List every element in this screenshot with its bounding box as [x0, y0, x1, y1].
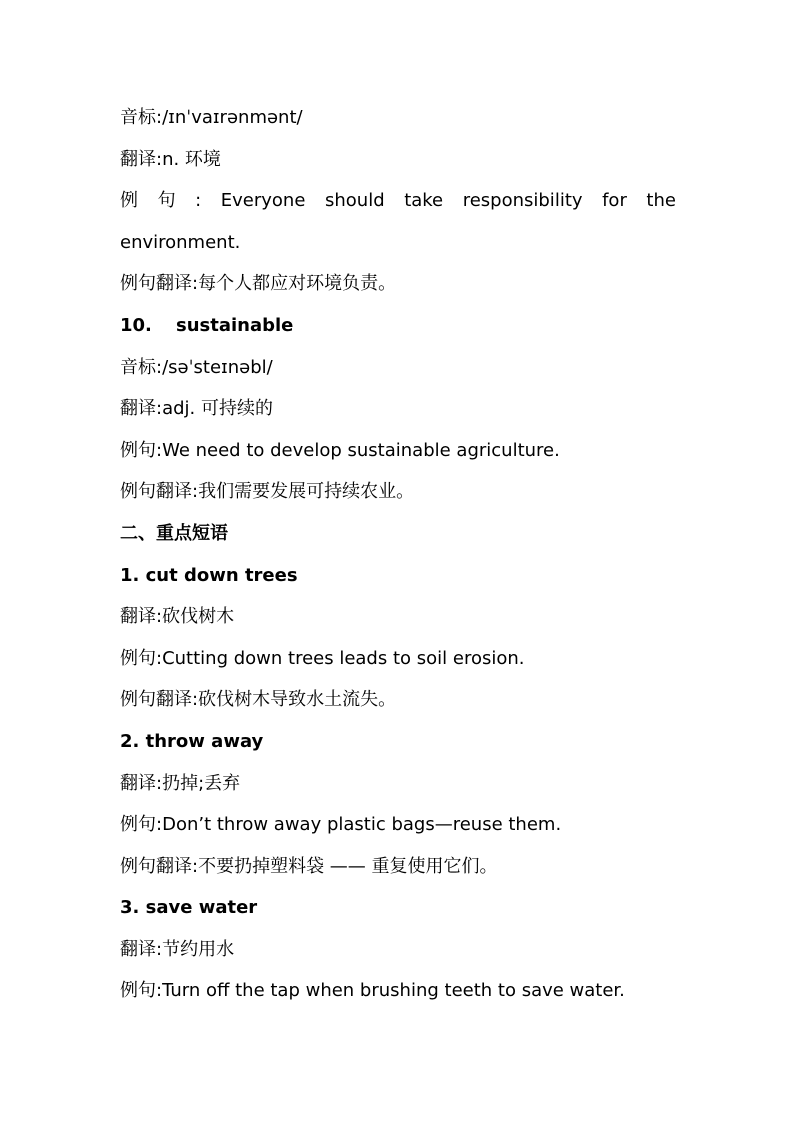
example-translation-label: 例句翻译: [120, 689, 199, 711]
translation-line [120, 388, 676, 430]
example-translation-label: 例句翻译: [120, 273, 199, 295]
example-label-char: : [195, 190, 202, 212]
phrase-heading [120, 721, 676, 763]
example-label: 例句: [120, 814, 163, 836]
phonetic-line [120, 347, 676, 389]
example-translation-label: 例句翻译: [120, 481, 199, 503]
phonetic-label: 音标: [120, 107, 163, 128]
example-word: take [404, 190, 444, 212]
word-heading [120, 305, 676, 347]
example-label: 例句: [120, 647, 163, 669]
translation-label: 翻译: [120, 606, 163, 628]
example-translation-line [120, 263, 676, 305]
translation-line [120, 929, 676, 971]
word-number: 10. [120, 314, 152, 336]
example-line [120, 970, 676, 1012]
translation-text: 扔掉;丢弃 [162, 772, 241, 794]
phonetic-label: 音标: [120, 356, 163, 378]
example-label: 例句: [120, 439, 163, 461]
translation-line [120, 139, 676, 181]
phrase-heading [120, 887, 676, 929]
translation-text: 砍伐树木 [162, 606, 235, 628]
example-line [120, 180, 676, 222]
translation-text: n. 环境 [162, 148, 221, 170]
phonetic-text: /səˈsteɪnəbl/ [162, 356, 273, 378]
phrase-title: 1. cut down trees [120, 564, 298, 586]
translation-label: 翻译: [120, 938, 163, 960]
example-translation-line [120, 679, 676, 721]
example-translation-line [120, 471, 676, 513]
example-translation-text: 我们需要发展可持续农业。 [198, 481, 415, 503]
translation-label: 翻译: [120, 398, 163, 420]
phonetic-text: /ɪnˈvaɪrənmənt/ [162, 107, 303, 128]
example-word: responsibility [462, 190, 583, 212]
example-word: for [602, 190, 627, 212]
section-title: 二、重点短语 [120, 522, 228, 544]
phrase-title: 2. throw away [120, 730, 264, 752]
example-text: Turn off the tap when brushing teeth to save water. [162, 980, 625, 1002]
example-word: Everyone [220, 190, 306, 212]
example-label-char: 例 [120, 190, 138, 212]
example-line [120, 804, 676, 846]
translation-text: adj. 可持续的 [162, 398, 273, 420]
document-page [120, 97, 676, 1012]
example-translation-line [120, 846, 676, 888]
section-heading [120, 513, 676, 555]
example-text: We need to develop sustainable agriculture. [162, 439, 560, 461]
example-line [120, 638, 676, 680]
translation-line [120, 596, 676, 638]
example-translation-label: 例句翻译: [120, 855, 199, 877]
example-word: the [646, 190, 676, 212]
example-word: should [324, 190, 385, 212]
example-line [120, 430, 676, 472]
example-translation-text: 砍伐树木导致水土流失。 [198, 689, 397, 711]
example-label-char: 句 [157, 190, 176, 212]
translation-line [120, 763, 676, 805]
example-text: Cutting down trees leads to soil erosion. [162, 647, 525, 669]
phrase-heading [120, 555, 676, 597]
example-translation-text: 每个人都应对环境负责。 [198, 273, 397, 295]
example-text: environment. [120, 231, 241, 253]
translation-text: 节约用水 [162, 938, 235, 960]
example-label: 例句: [120, 980, 163, 1002]
phonetic-line [120, 97, 676, 139]
translation-label: 翻译: [120, 148, 163, 170]
word-title: sustainable [176, 314, 294, 336]
example-translation-text: 不要扔掉塑料袋 —— 重复使用它们。 [198, 855, 498, 877]
example-continuation [120, 222, 676, 264]
phrase-title: 3. save water [120, 897, 258, 919]
translation-label: 翻译: [120, 772, 163, 794]
example-text: Don’t throw away plastic bags—reuse them. [162, 814, 562, 836]
